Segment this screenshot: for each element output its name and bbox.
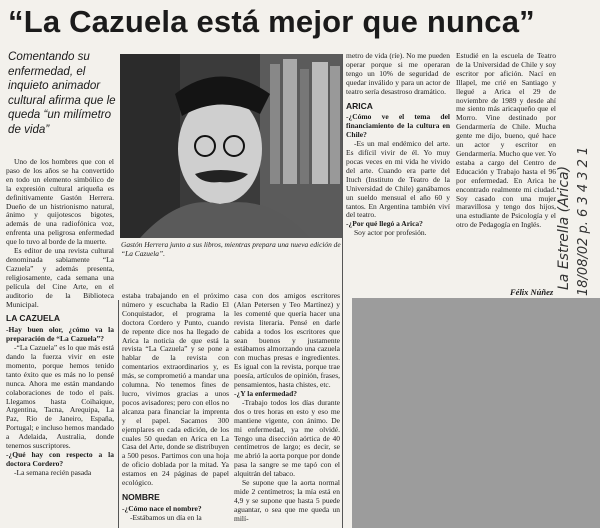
handwritten-note: La Estrella (Arica) [556,165,572,290]
section-heading: LA CAZUELA [6,313,60,324]
paragraph: -“La Cazuela” es lo que más está dando la fuerza vivir en este momento, porque hemos tenido tanto éxito que es más no lo pensé nunca. Ahora me están mandando colaboraciones de todo el país. Llegamos hasta Coihaique, Argentina, Tacna, Arequipa, La Paz, Río de Janeiro, España, Portugal; e incluso hemos mandado a Adelaida, Australia, donde tenemos suscriptores. [6,343,114,451]
paragraph: Es editor de una revista cultural denominada sabiamente “La Cazuela” y además presenta, religiosamente, cada semana una película del Cine Arte, en el auditorio de la Biblioteca Municipal. [6,246,114,309]
column-1 [6,158,114,478]
paragraph: Se supone que la aorta normal mide 2 centímetros; la mía está en 4,9 y se supone que hasta 5 puede aguantar, o sea que me queda un milí- [234,478,340,523]
paragraph: -Trabajo todos los días durante dos o tres horas en esto y eso me mantiene vigente, con ánimo. De mi enfermedad, ya me olvidé. Tengo una disección aórtica de 40 centímetros de largo; es decir, se me abrió la aorta porque por donde pasa la sangre se me tapó con el alquitrán del tabaco. [234,397,340,479]
column-2 [122,292,229,523]
headline: “La Cazuela está mejor que nunca” [8,4,535,39]
paragraph: -Es un mal endémico del arte. Es difícil vivir de él. Yo muy pocas veces en mi vida he vivido del arte. Cuando era parte del Ituch (Instituto de Teatro de la Universidad de Chile) ganábamos un sueldo mensual el año 60 y tantos. En Argentina también viví del teatro. [346,139,450,220]
column-divider [342,54,343,528]
paragraph: Soy actor por profesión. [354,228,427,238]
question: -Hay buen olor, ¿cómo va la preparación de “La Cazuela”? [6,325,114,344]
paragraph: estaba trabajando en el próximo número y escuchaba la Radio El Conquistador, el programa la doctora Cordero y Punto, cuando de repente dice nos ha llegado de Arica la noticia de que está la revista “La Cazuela” y se pone a hablar de la revista con comentarios extraordinarios y, es más, se comprometió a mandar una columna. No tenemos fines de lucro, vivimos gracias a unos pocos avisadores; pero con ellos no alcanza para financiar la imprenta y el papel. Sacamos 300 ejemplares en cada edición, de los cuales 50 quedan en Arica en La Casa del Arte, donde se distribuyen a 500 pesos. Partimos con una hoja de oficio doblada por la mitad. Ya estamos en 24 páginas de papel ecológico. [122,291,229,488]
question: -¿Cómo ve el tema del financiamiento de la cultura en Chile? [346,112,450,140]
paragraph: -La semana recién pasada [14,467,92,477]
section-heading: ARICA [346,100,373,111]
question: -¿Qué hay con respecto a la doctora Cordero? [6,450,114,468]
question: -¿Cómo nace el nombre? [122,503,202,513]
blank-area [352,298,600,528]
paragraph: -Estábamos un día en la [130,512,202,522]
column-4 [346,52,450,238]
question: -¿Y la enfermedad? [234,388,298,398]
column-divider [118,300,119,528]
photo [120,54,342,238]
handwritten-note: 18/08/02 p. 6 3 4 3 2 1 [576,146,591,296]
question: -¿Por qué llegó a Arica? [346,219,423,229]
paragraph: Estudié en la escuela de Teatro de la Universidad de Chile y soy escritor por afición. Nací en Illapel, me crié en Santiago y llegué a Arica el 29 de noviembre de 1989 y desde ahí me siento más aricaqueño que el Morro. Vine destinado por Gendarmería de Chile. Mucha gente me dijo, bueno, qué hace un actor y escritor en Gendarmería. Mucho que ver. Yo estaba a cargo del Centro de Educación y Trabajo hasta el 96 por enfermedad. En Arica he encontrado realmente mi ciudad. Soy casado con una mujer maravillosa y tengo dos hijos, una estudiante de Psicología y el otro de Pedagogía en Inglés. [456,51,556,230]
paragraph: Uno de los hombres que con el paso de los años se ha convertido en todo un elemento simbólico de la expresión cultural ariqueña es definitivamente Gastón Herrera. Dueño de un histrionismo natural, ánimo y quijotescos bigotes, además de una radiofónica voz, enfrenta una peligrosa enfermedad que lo tuvo al borde de la muerte. [6,157,114,247]
byline: Félix Núñez [510,287,554,297]
lede: Comentando su enfermedad, el inquieto animador cultural afirma que le queda “un milímetro de vida” [8,50,116,136]
paragraph: casa con dos amigos escritores (Alan Petersen y Teo Martínez) y les comenté que quería hacer una revista literaria. Pensé en darle cabida a todos los escritores que sean buenos y justamente estábamos almorzando una cazuela con muchas presas e ingredientes. Es igual con la revista, porque trae poesía, artículos de opinión, frases, pensamientos, hasta chistes, etc. [234,291,340,390]
section-heading: NOMBRE [122,491,160,502]
column-3 [234,292,340,524]
portrait-image [120,54,342,238]
column-5 [456,52,556,230]
photo-caption: Gastón Herrera junto a sus libros, mientras prepara una nueva edición de “La Cazuela”. [121,240,341,258]
paragraph: metro de vida (ríe). No me pueden operar porque si me operaran tengo un 10% de seguridad de quedar inválido y para un actor de teatro sería desastroso dramático. [346,51,450,96]
